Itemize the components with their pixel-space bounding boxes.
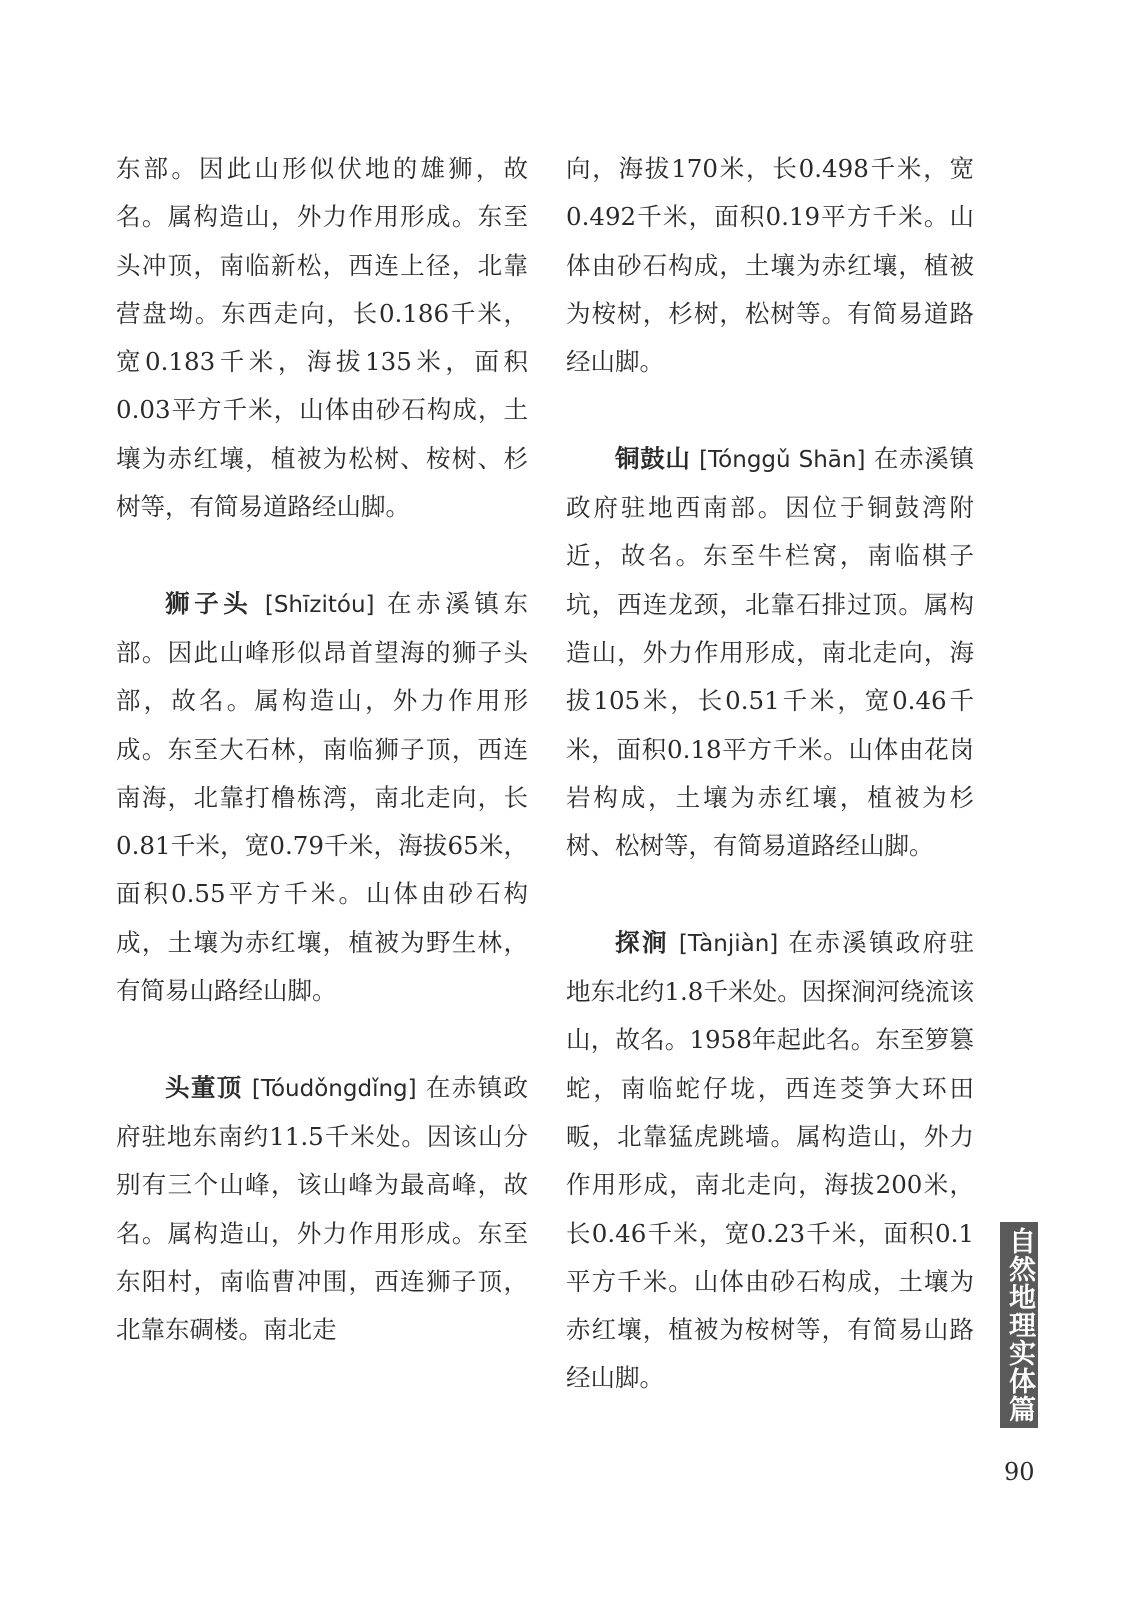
left-column (116, 145, 528, 1354)
entry-pinyin: [Shīzitóu] (264, 591, 375, 618)
place-entry-toudongding (116, 1064, 528, 1355)
entry-pinyin: [Tónggǔ Shān] (699, 446, 866, 473)
entry-body: 在赤镇政府驻地东南约11.5千米处。因该山分别有三个山峰，该山峰为最高峰，故名。属构造山，外力作用形成。东至东阳村，南临曹冲围，西连狮子顶，北靠东碉楼。南北走 (116, 1072, 529, 1345)
continued-paragraph: 向，海拔170米，长0.498千米，宽0.492千米，面积0.19平方千米。山体由砂石构成，土壤为赤红壤，植被为桉树，杉树，松树等。有简易道路经山脚。 (566, 154, 974, 377)
section-tab-label: 自然地理实体篇 (1004, 1227, 1035, 1423)
place-entry-tanjian (566, 919, 974, 1403)
entry-spacer (116, 1015, 528, 1063)
entry-term: 探涧 (615, 927, 669, 957)
right-column (566, 145, 974, 1403)
entry-spacer (566, 386, 974, 434)
entry-spacer (566, 870, 974, 918)
entry-term: 头董顶 (165, 1072, 243, 1102)
entry-body: 在赤溪镇政府驻地西南部。因位于铜鼓湾附近，故名。东至牛栏窝，南临棋子坑，西连龙颈，北靠石排过顶。属构造山，外力作用形成，南北走向，海拔105米，长0.51千米，宽0.46千米，面积0.18平方千米。山体由花岗岩构成，土壤为赤红壤，植被为杉树、松树等，有简易道路经山脚。 (566, 443, 974, 861)
entry-spacer (116, 531, 528, 579)
entry-body: 在赤溪镇政府驻地东北约1.8千米处。因探涧河绕流该山，故名。1958年起此名。东至箩篡蛇，南临蛇仔垅，西连茭笋大环田畈，北靠猛虎跳墙。属构造山，外力作用形成，南北走向，海拔200米，长0.46千米，宽0.23千米，面积0.1平方千米。山体由砂石构成，土壤为赤红壤，植被为桉树等，有简易山路经山脚。 (566, 927, 975, 1393)
place-entry-shizitou (116, 580, 528, 1016)
entry-term: 铜鼓山 (615, 443, 691, 473)
entry-pinyin: [Tóudǒngdǐng] (251, 1075, 417, 1102)
entry-term: 狮子头 (165, 588, 253, 618)
entry-body: 在赤溪镇东部。因此山峰形似昂首望海的狮子头部，故名。属构造山，外力作用形成。东至大石林，南临狮子顶，西连南海，北靠打橹栋湾，南北走向，长0.81千米，宽0.79千米，海拔65米，面积0.55平方千米。山体由砂石构成，土壤为赤红壤，植被为野生林，有简易山路经山脚。 (116, 588, 529, 1006)
continued-paragraph: 东部。因此山形似伏地的雄狮，故名。属构造山，外力作用形成。东至头冲顶，南临新松，西连上径，北靠营盘坳。东西走向，长0.186千米，宽0.183千米，海拔135米，面积0.03平方千米，山体由砂石构成，土壤为赤红壤，植被为松树、桉树、杉树等，有简易道路经山脚。 (116, 154, 528, 522)
entry-pinyin: [Tànjiàn] (678, 930, 779, 957)
page-number: 90 (1004, 1458, 1035, 1486)
place-entry-tonggushan (566, 435, 974, 871)
section-side-tab (1000, 1222, 1038, 1428)
